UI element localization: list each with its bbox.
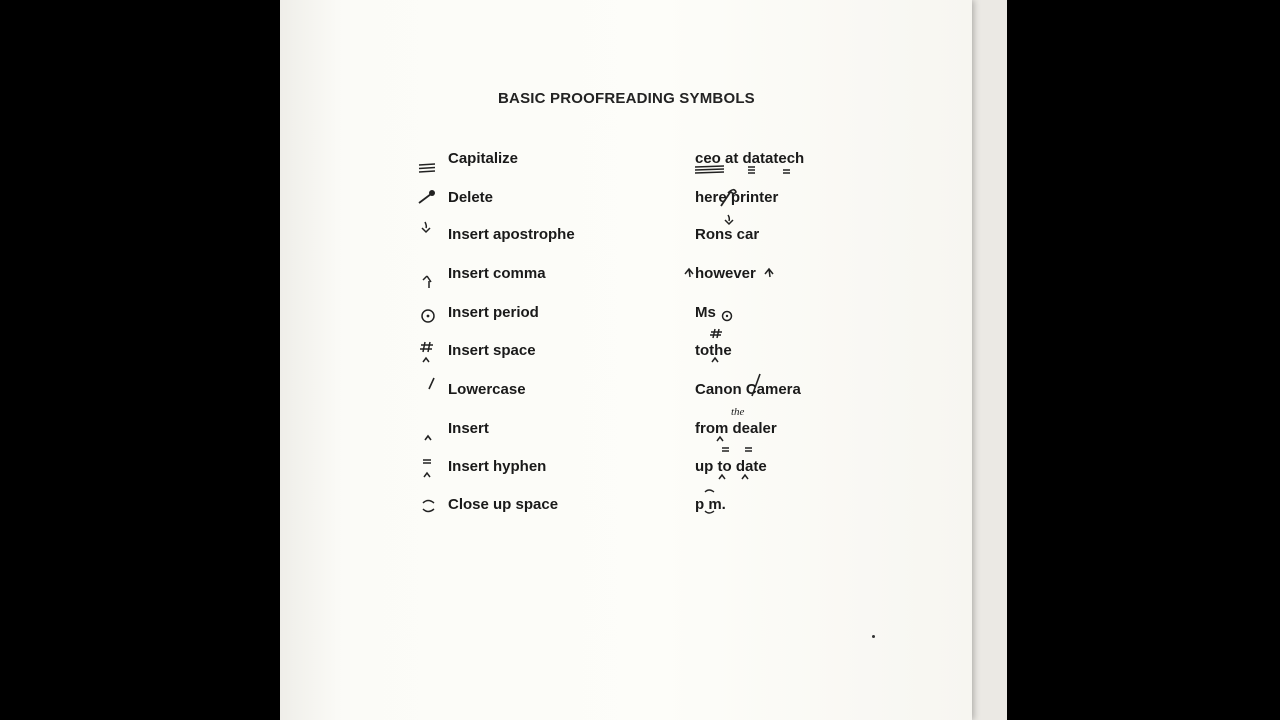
entry-label: Delete <box>448 189 494 206</box>
hyphen-caret-icon <box>413 454 443 482</box>
entry-label: Insert comma <box>448 265 546 282</box>
entry-example: Rons car <box>695 226 760 243</box>
entry-example: ceo at datatech <box>695 150 805 167</box>
space-hash-icon <box>413 338 443 366</box>
entry-label: Insert <box>448 420 489 437</box>
entry-close-up-space <box>280 496 972 520</box>
entry-insert-comma <box>280 265 972 289</box>
triple-underline-icon <box>413 152 443 180</box>
entry-example: Canon Camera <box>695 381 801 398</box>
entry-example: up to date <box>695 458 767 475</box>
entry-insert <box>280 406 972 444</box>
entry-example: p m. <box>695 496 726 513</box>
entry-label: Insert period <box>448 304 539 321</box>
entry-label: Close up space <box>448 496 559 513</box>
photo-frame <box>280 0 1007 720</box>
entry-insert-hyphen <box>280 458 972 482</box>
inserted-word: the <box>731 406 745 418</box>
entry-example: tothe <box>695 342 732 359</box>
entry-label: Lowercase <box>448 381 526 398</box>
entry-label: Capitalize <box>448 150 519 167</box>
page-title: BASIC PROOFREADING SYMBOLS <box>498 90 755 107</box>
slash-icon <box>413 373 443 401</box>
entry-insert-space <box>280 342 972 366</box>
entry-capitalize <box>280 150 972 174</box>
entry-example: however <box>695 265 756 282</box>
apostrophe-caret-icon <box>413 218 443 246</box>
entry-label: Insert space <box>448 342 536 359</box>
comma-caret-icon <box>413 271 443 299</box>
entry-insert-period <box>280 304 972 328</box>
entry-example: Ms <box>695 304 716 321</box>
entry-example: from dealer <box>695 420 777 437</box>
entry-insert-apostrophe <box>280 226 972 250</box>
delete-loop-icon <box>413 183 443 211</box>
entry-delete <box>280 189 972 213</box>
entry-label: Insert hyphen <box>448 458 547 475</box>
document-page <box>280 0 972 720</box>
close-up-icon <box>413 496 443 524</box>
entry-example: here printer <box>695 189 779 206</box>
entry-lowercase <box>280 381 972 405</box>
circled-period-icon <box>413 306 443 334</box>
paper-speck <box>872 635 875 638</box>
entry-label: Insert apostrophe <box>448 226 575 243</box>
